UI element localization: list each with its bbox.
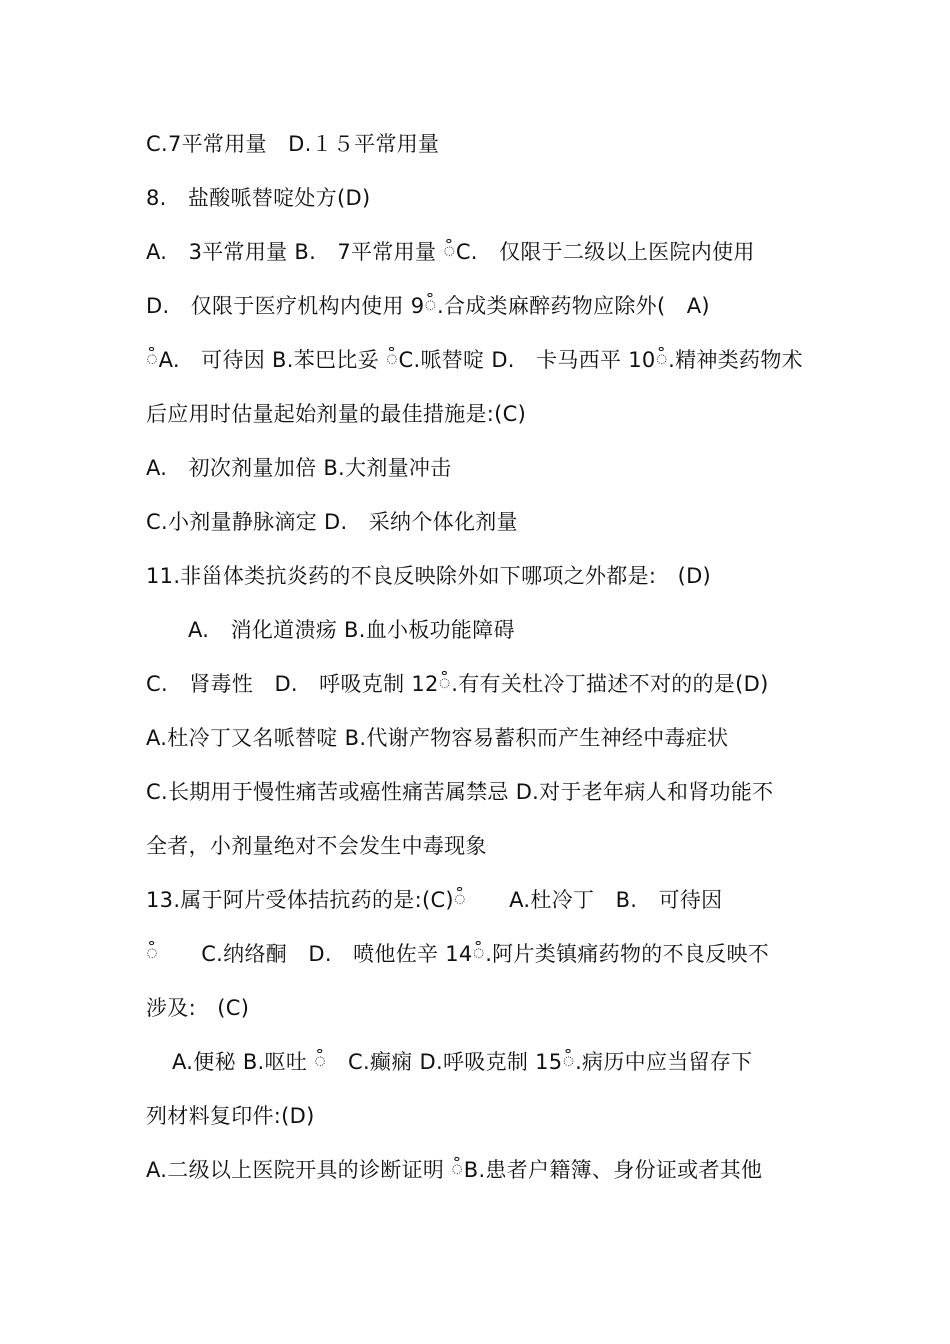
text-line: ៓A. 可待因 B.苯巴比妥 ៓C.哌替啶 D. 卡马西平 10៓.精神类药物术 xyxy=(146,348,803,372)
text-line: 列材料复印件:(D) xyxy=(146,1104,315,1128)
text-line: A.杜冷丁又名哌替啶 B.代谢产物容易蓄积而产生神经中毒症状 xyxy=(146,726,729,750)
text-line: A. 初次剂量加倍 B.大剂量冲击 xyxy=(146,456,452,480)
text-line: A.便秘 B.呕吐 ៓ C.癫痫 D.呼吸克制 15៓.病历中应当留存下 xyxy=(172,1050,753,1074)
text-line: D. 仅限于医疗机构内使用 9៓.合成类麻醉药物应除外( A) xyxy=(146,294,710,318)
question-8: 8. 盐酸哌替啶处方(D) xyxy=(146,186,371,210)
text-line: ៓ C.纳络酮 D. 喷他佐辛 14៓.阿片类镇痛药物的不良反映不 xyxy=(146,942,770,966)
text-line: A. 消化道溃疡 B.血小板功能障碍 xyxy=(188,618,515,642)
question-13: 13.属于阿片受体拮抗药的是:(C)៓ A.杜冷丁 B. 可待因 xyxy=(146,888,723,912)
question-11: 11.非甾体类抗炎药的不良反映除外如下哪项之外都是: (D) xyxy=(146,564,712,588)
text-line: 全者，小剂量绝对不会发生中毒现象 xyxy=(146,834,487,858)
text-line: A.二级以上医院开具的诊断证明 ៓B.患者户籍簿、身份证或者其他 xyxy=(146,1158,763,1182)
text-line: C.7平常用量 D.１５平常用量 xyxy=(146,132,440,156)
text-line: 后应用时估量起始剂量的最佳措施是:(C) xyxy=(146,402,527,426)
text-line: 涉及: (C) xyxy=(146,996,250,1020)
text-line: C. 肾毒性 D. 呼吸克制 12៓.有有关杜冷丁描述不对的的是(D) xyxy=(146,672,769,696)
text-line: C.小剂量静脉滴定 D. 采纳个体化剂量 xyxy=(146,510,518,534)
text-line: A. 3平常用量 B. 7平常用量 ៓C. 仅限于二级以上医院内使用 xyxy=(146,240,755,264)
text-line: C.长期用于慢性痛苦或癌性痛苦属禁忌 D.对于老年病人和肾功能不 xyxy=(146,780,774,804)
